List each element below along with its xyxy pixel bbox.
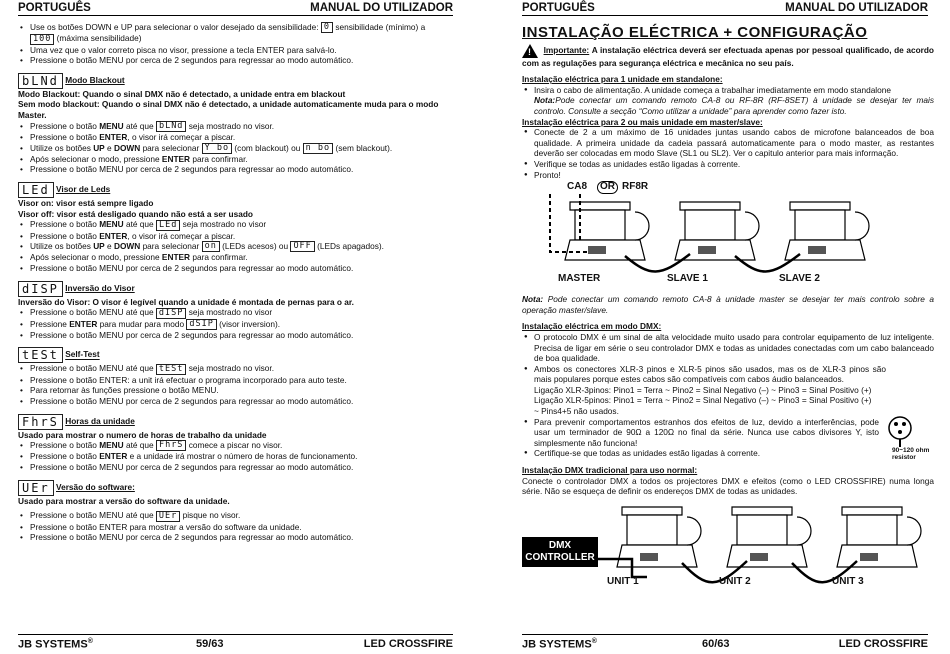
list-item: • Pressione o botão MENU até que tESt seja mostrado no visor. [18,363,453,374]
list-item-cont: 100 (máxima sensibilidade) [18,33,453,44]
label-master: MASTER [558,273,601,285]
list-item: • Pressione o botão ENTER, o visor irá começar a piscar. [18,132,453,143]
section-title: Instalação eléctrica para 2 ou mais unidade em master/slave: [522,116,763,127]
section-title: Modo Blackout [65,75,125,85]
footer-page-number: 59/63 [196,638,224,650]
dmx-controller-box [522,537,598,567]
section-display-inversion [18,281,453,341]
list-item: ● Ambos os conectores XLR-3 pinos e XLR-5 pinos são usados, mas os de XLR-3 pinos são mais populares porque estes cabos são compatíveis com cabos áudio balanceados. [522,364,886,385]
note: Nota:Pode conectar um comando remoto CA-8 ou RF-8R (RF-8SET) à unidade se desejar ter mais controlo. Consulte a secção “Como utilizar a unidade” para aprender como fazer isto. [534,95,934,116]
list-item: • Pressione o botão ENTER e a unidade irá mostrar o número de horas de funcionamento. [18,451,453,462]
list-item: • Pressione o botão MENU por cerca de 2 segundos para regressar ao modo automático. [18,164,453,175]
section-leds [18,182,453,274]
header-manual-title: MANUAL DO UTILIZADOR [785,2,928,14]
important-notice: ! Importante: A instalação eléctrica deverá ser efectuada apenas por pessoal qualificado, de acordo com as regulações para segurança eléctrica e mecânica no seu país. [522,44,934,69]
controller-label: CONTROLLER [525,551,595,563]
label-unit-2: UNIT 2 [719,575,751,587]
list-item: • Utilize os botões UP e DOWN para selecionar on (LEDs acesos) ou OFF (LEDs apagados). [18,241,453,252]
label-ca8: CA8 [567,181,588,193]
lcd-display: tESt [18,347,63,363]
lcd-display: LEd [156,220,180,231]
resistor-label: 90~120 ohm resistor [892,446,930,461]
list-item: ● Certifique-se que todas as unidades estão ligadas à corrente. [522,448,934,459]
list-item: ● O protocolo DMX é um sinal de alta velocidade muito usado para controlar equipamento de luz inteligente. Precisa de ligar em série o seu controlador DMX e todas as unidades conectadas com um cabo balanceado de boa qualidade. [522,332,934,364]
section-title: Horas da unidade [65,415,135,426]
list-item: ● Pronto! [522,170,934,181]
section-title: Self-Test [65,349,100,360]
list-item: ● Verifique se todas as unidades estão ligadas à corrente. [522,159,934,170]
warning-icon [522,44,538,58]
section-hours [18,414,453,473]
label-slave-2: SLAVE 2 [779,273,820,285]
list-item: ● Insira o cabo de alimentação. A unidade começa a trabalhar imediatamente em modo standalone [522,85,934,96]
lcd-display: tESt [156,364,186,375]
pins-unused: ~ Pins4+5 não usados. [534,406,619,417]
list-item: • Pressione o botão MENU por cerca de 2 segundos para regressar ao modo automático. [18,330,453,341]
header-language: PORTUGUÊS [522,2,595,14]
list-item: • Use os botões DOWN e UP para selecionar o valor desejado da sensibilidade: 0 sensibilidade (mínimo) a [18,22,453,33]
lcd-display: n bo [303,143,333,154]
section-title: Versão do software: [56,481,135,492]
right-page [475,0,950,654]
dmx-chain-diagram [522,499,950,597]
list-item: • Pressione o botão MENU por cerca de 2 segundos para regressar ao modo automático. [18,396,453,407]
list-item: • Pressione o botão MENU até que LEd seja mostrado no visor [18,219,453,230]
list-item: • Após selecionar o modo, pressione ENTER para confirmar. [18,154,453,165]
list-item: ● Conecte de 2 a um máximo de 16 unidades juntas usando cabos de microfone balanceados de boa qualidade. A primeira unidade da cadeia passará automaticamente para o modo master, as restantes deverão ser colocadas em modo Slave (SL1 ou SL2). Ver o capitulo anterior para mais informação. [522,127,934,159]
list-item: • Pressione o botão ENTER: a unit irá efectuar o programa incorporado para auto teste. [18,375,453,386]
label-rf8r: RF8R [622,181,649,193]
lcd-display: bLNd [156,121,186,132]
list-item: • Para retornar às funções pressione o botão MENU. [18,385,453,396]
lcd-display: 100 [30,34,54,45]
footer-brand: JB SYSTEMS [18,638,88,651]
lcd-display: Y bo [202,143,232,154]
xlr5-pinout: Ligação XLR-5pinos: Pino1 = Terra ~ Pino2 = Sinal Negativo (–) ~ Pino3 = Sinal Positivo (+) [534,395,872,406]
list-item: • Utilize os botões UP e DOWN para selecionar Y bo (com blackout) ou n bo (sem blackout). [18,143,453,154]
lcd-display: dSIP [186,319,216,330]
section-desc: Visor off: visor está desligado quando não está a ser usado [18,208,253,219]
section-software-version [18,480,453,543]
lcd-display: on [202,241,220,252]
list-item: • Pressione ENTER para mudar para modo dSIP (visor inversion). [18,319,453,330]
list-item: • Pressione o botão ENTER para mostrar a versão do software da unidade. [18,522,453,533]
list-item: • Pressione o botão ENTER, o visor irá começar a piscar. [18,231,453,242]
dmx-label: DMX [548,539,572,551]
list-item: • Pressione o botão MENU até que dISP seja mostrado no visor [18,307,453,318]
lcd-display: UEr [156,511,180,522]
lcd-display: LEd [18,182,54,198]
section-desc: Visor on: visor está sempre ligado [18,198,154,208]
page-footer [18,634,453,650]
section-title: Instalação DMX tradicional para uso normal: [522,465,698,476]
list-item: • Uma vez que o valor correto pisca no visor, pressione a tecla ENTER para salvá-lo. [18,45,453,56]
section-self-test [18,347,453,406]
page-header [522,2,928,16]
list-item: • Após selecionar o modo, pressione ENTER para confirmar. [18,252,453,263]
list-item: • Pressione o botão MENU até que bLNd seja mostrado no visor. [18,121,453,132]
page-title: INSTALAÇÃO ELÉCTRICA + CONFIGURAÇÃO [522,24,868,41]
section-title: Visor de Leds [56,184,111,195]
section-desc: Usado para mostrar a versão do software da unidade. [18,495,230,506]
list-item: • Pressione o botão MENU por cerca de 2 segundos para regressar ao modo automático. [18,263,453,274]
xlr-terminator-icon [888,414,912,448]
left-body [18,22,453,543]
section-desc: Sem modo blackout: Quando o sinal DMX não é detectado, a unidade automaticamente muda para o modo Master. [18,99,439,120]
lcd-display: dISP [156,308,186,319]
footer-product: LED CROSSFIRE [838,638,928,650]
label-unit-1: UNIT 1 [607,575,639,587]
page-header [18,2,453,16]
xlr3-pinout: Ligação XLR-3pinos: Pino1 = Terra ~ Pino2 = Sinal Negativo (–) ~ Pino3 = Sinal Positivo (+) [534,384,872,395]
header-language: PORTUGUÊS [18,2,91,14]
footer-registered: ® [591,638,597,645]
lcd-display: dISP [18,281,63,297]
lcd-display: 0 [321,22,333,33]
lcd-display: FhrS [156,440,186,451]
header-manual-title: MANUAL DO UTILIZADOR [310,2,453,14]
lcd-display: OFF [290,241,314,252]
section-title: Instalação eléctrica em modo DMX: [522,321,662,332]
section-desc: Usado para mostrar o numero de horas de trabalho da unidade [18,429,267,440]
label-unit-3: UNIT 3 [832,575,864,587]
list-item: • Pressione o botão MENU por cerca de 2 segundos para regressar ao modo automático. [18,532,453,543]
list-item: • Pressione o botão MENU até que UEr pisque no visor. [18,510,453,521]
right-body [522,22,934,599]
master-slave-diagram [522,182,950,292]
section-desc: Modo Blackout: Quando o sinal DMX não é detectado, a unidade entra em blackout [18,88,346,99]
list-item: • Pressione o botão MENU por cerca de 2 segundos para regressar ao modo automático. [18,462,453,473]
footer-product: LED CROSSFIRE [363,638,453,650]
list-item: ● Para prevenir comportamentos estranhos dos efeitos de luz, devido a interferências, pode usar um terminador de 90Ω a 120Ω no final da série. Nunca use cabos divisores Y, isto simplesmente não funciona! [522,417,879,449]
footer-page-number: 60/63 [702,638,730,650]
paragraph: Conecte o controlador DMX a todos os projectores DMX e efeitos (como o LED CROSSFIRE) numa longa série. Não se esqueça de definir os endereços DMX de todas as unidades. [522,475,934,497]
list-item: • Pressione o botão MENU por cerca de 2 segundos para regressar ao modo automático. [18,55,453,66]
footer-brand: JB SYSTEMS [522,638,592,651]
section-title: Inversão do Visor [65,282,135,293]
label-or: OR [597,181,618,194]
lcd-display: UEr [18,480,54,496]
page-footer [522,634,928,650]
lcd-display: bLNd [18,73,63,89]
section-title: Instalação eléctrica para 1 unidade em standalone: [522,74,723,85]
section-desc: Inversão do Visor: O visor é legível quando a unidade é montada de pernas para o ar. [18,296,354,307]
footer-registered: ® [87,638,93,645]
label-slave-1: SLAVE 1 [667,273,708,285]
note: Nota: Pode conectar um comando remoto CA-8 à unidade master se desejar ter mais controlo sobre a operação master/slave. [522,294,934,315]
lcd-display: FhrS [18,414,63,430]
list-item: • Pressione o botão MENU até que FhrS comece a piscar no visor. [18,440,453,451]
dmx-section [522,332,934,459]
section-blackout [18,73,453,175]
